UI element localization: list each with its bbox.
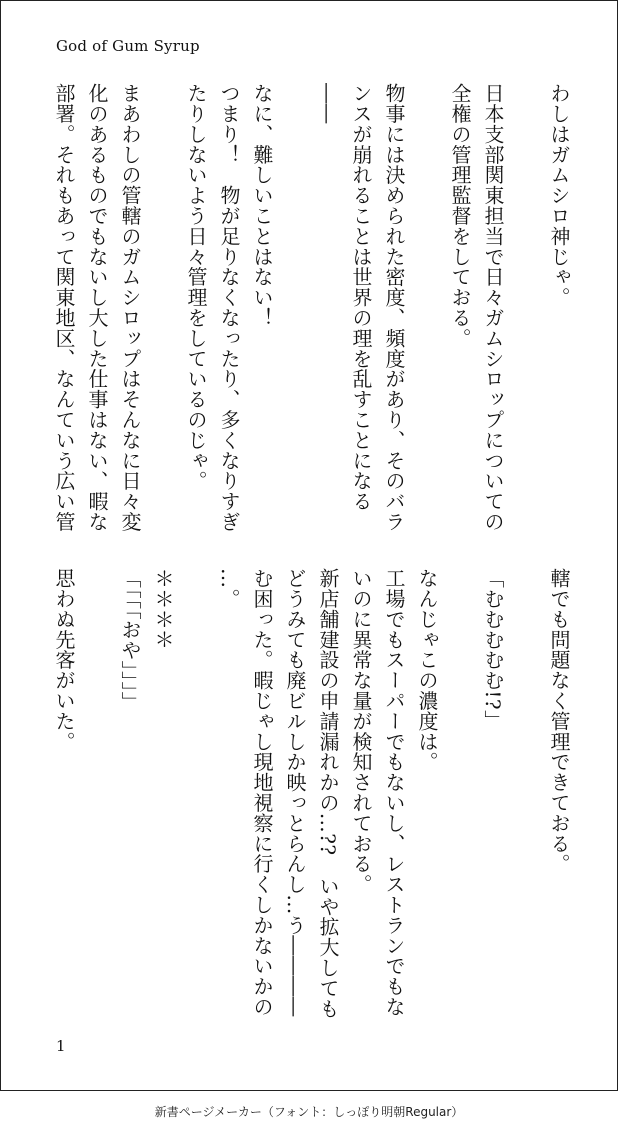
upper-text-block <box>47 83 575 532</box>
text-line <box>443 568 476 1013</box>
footer-credit: 新書ページメーカー（フォント：しっぽり明朝Regular） <box>154 1105 464 1119</box>
text-line: 「むむむむむ!?」 <box>481 568 505 731</box>
text-line: いのに異常な量が検知されておる。 <box>349 568 373 895</box>
text-line <box>509 568 542 1013</box>
text-line: 物事には決められた密度、頻度があり、そのバラ <box>382 83 406 532</box>
text-line: 新店舗建設の申請漏れかの…?? いや拡大しても <box>316 568 340 1019</box>
text-line: ＊＊＊＊ <box>151 568 175 650</box>
text-line <box>509 83 542 523</box>
text-line: む困った。暇じゃし現地視察に行くしかないかの <box>250 568 274 1017</box>
text-line: 化のあるものでもないし大した仕事はない、暇な <box>85 83 109 532</box>
text-line: なに、難しいことはない！ <box>250 83 274 328</box>
text-line: 「「「「おや」」」」 <box>118 568 142 712</box>
lower-text-block <box>47 568 575 1019</box>
text-line: 部署。それもあって関東地区、なんていう広い管 <box>52 83 76 532</box>
text-line <box>146 83 179 523</box>
text-line: ―― <box>316 83 340 124</box>
text-line <box>278 83 311 523</box>
text-line <box>80 568 113 1013</box>
text-line: わしはガムシロ神じゃ。 <box>547 83 571 308</box>
text-line: 思わぬ先客がいた。 <box>52 568 76 752</box>
text-line <box>410 83 443 523</box>
page-number: 1 <box>56 1037 66 1055</box>
text-line: ンスが崩れることは世界の理を乱すことになる <box>349 83 373 512</box>
text-line: どうみても廃ビルしか映っとらんし…う―――― <box>283 568 307 1017</box>
page-title: God of Gum Syrup <box>56 37 200 55</box>
text-line: たりしないよう日々管理をしているのじゃ。 <box>184 83 208 491</box>
text-line: 工場でもスーパーでもないし、レストランでもな <box>382 568 406 1017</box>
text-line: まあわしの管轄のガムシロップはそんなに日々変 <box>118 83 142 532</box>
text-line: 日本支部関東担当で日々ガムシロップについての <box>481 83 505 532</box>
text-line: 全権の管理監督をしておる。 <box>448 83 472 349</box>
text-line: なんじゃこの濃度は。 <box>415 568 439 772</box>
text-line: つまり！ 物が足りなくなったり、多くなりすぎ <box>217 83 241 532</box>
text-line: 轄でも問題なく管理できておる。 <box>547 568 571 874</box>
text-line: …。 <box>217 568 241 609</box>
text-line <box>179 568 212 1013</box>
